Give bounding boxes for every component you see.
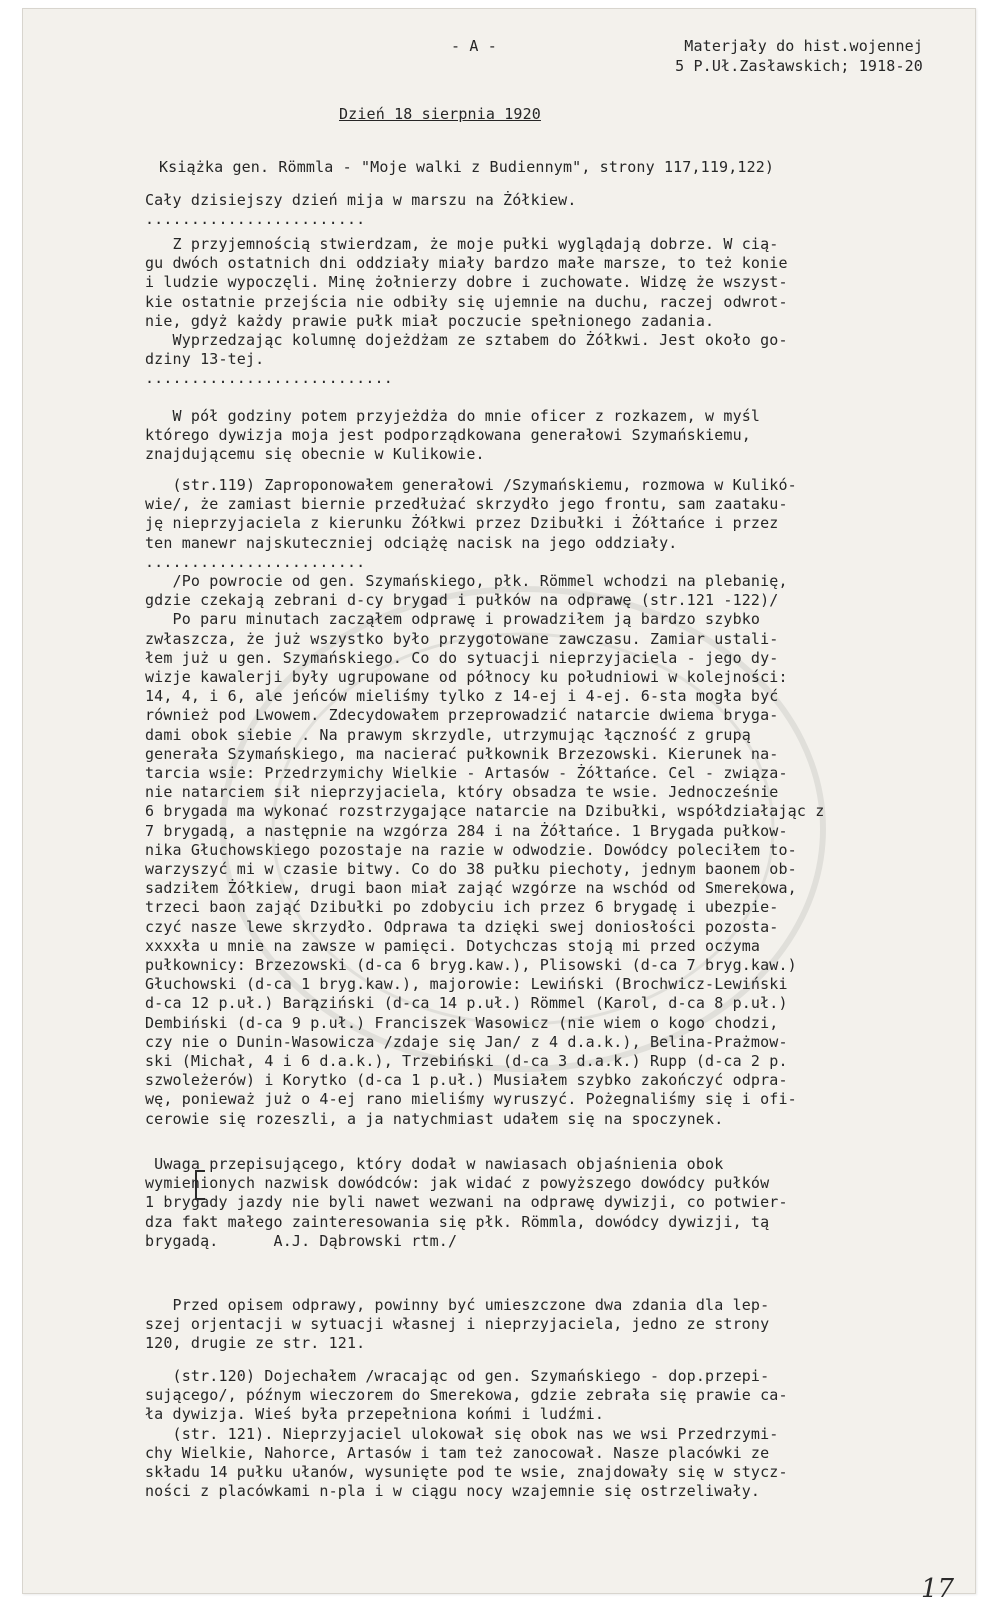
body-line: (str. 121). Nieprzyjaciel ulokował się obok nas we wsi Przedrzymi- (145, 1424, 779, 1443)
body-line: W pół godziny potem przyjeżdża do mnie oficer z rozkazem, w myśl (145, 407, 761, 425)
body-line: (str.120) Dojechałem /wracając od gen. Szymańskiego - dop.przepi- (145, 1367, 770, 1385)
body-line: ........................ (145, 210, 366, 229)
body-line: xxxxła u mnie na zawsze w pamięci. Dotychczas stoją mi przed oczyma (145, 936, 761, 955)
body-line: Głuchowski (d-ca 1 bryg.kaw.), majorowie: Lewiński (Brochwicz-Lewiński (145, 975, 788, 994)
body-line: Wyprzedzając kolumnę dojeżdżam ze sztabem do Żółkwi. Jest około go- (145, 331, 788, 349)
body-line: zwłaszcza, że już wszystko było przygotowane zawczasu. Zamiar ustali- (145, 629, 779, 648)
body-line: trzeci baon zająć Dzibułki po zdobyciu ich przez 6 brygadę i ubezpie- (145, 898, 779, 917)
archive-reference-line-1: Materjały do hist.wojennej (684, 37, 923, 55)
body-line: generała Szymańskiego, ma nacierać pułkownik Brzezowski. Kierunek na- (145, 744, 779, 763)
body-line: chy Wielkie, Nahorce, Artasów i tam też zanocował. Nasze placówki ze (145, 1443, 770, 1462)
body-line: również pod Lwowem. Zdecydowałem przeprowadzić natarcie dwiema bryga- (145, 706, 779, 725)
body-line: składu 14 pułku ułanów, wysunięte pod te wsie, znajdowały się w stycz- (145, 1463, 788, 1481)
body-line: brygadą. A.J. Dąbrowski rtm./ (145, 1231, 458, 1250)
note-bracket-mark (195, 1170, 205, 1200)
body-line: ła dywizja. Wieś była przepełniona końmi i ludźmi. (145, 1405, 605, 1424)
body-line: Cały dzisiejszy dzień mija w marszu na Żółkiew. (145, 191, 577, 209)
body-line: szej orjentacji w sytuacji własnej i nieprzyjaciela, jedno ze strony (145, 1315, 770, 1334)
body-line: Uwaga przepisującego, który dodał w nawiasach objaśnienia obok (145, 1155, 724, 1173)
body-line: łem już u gen. Szymańskiego. Co do sytuacji nieprzyjaciela - jego dy- (145, 648, 779, 667)
body-line: wizje kawalerji były ugrupowane od północy ku południowi w kolejności: (145, 668, 788, 686)
body-line: kie ostatnie przejścia nie odbiły się ujemnie na duchu, raczej odwrot- (145, 292, 788, 311)
body-line: 1 brygady jazdy nie byli nawet wezwani na odprawę dywizji, co potwier- (145, 1193, 788, 1212)
body-line: d-ca 12 p.uł.) Barąziński (d-ca 14 p.uł.) Römmel (Karol, d-ca 8 p.uł.) (145, 994, 788, 1013)
body-line: ........................ (145, 552, 366, 571)
body-line: Dembiński (d-ca 9 p.uł.) Franciszek Wasowicz (nie wiem o kogo chodzi, (145, 1013, 779, 1032)
handwritten-page-number: 17 (921, 1574, 955, 1604)
source-citation: Książka gen. Römmla - "Moje walki z Budiennym", strony 117,119,122) (159, 158, 775, 176)
body-line: wie/, że zamiast biernie przedłużać skrzydło jego frontu, sam zaataku- (145, 495, 788, 514)
body-line: cerowie się rozeszli, a ja natychmiast udałem się na spoczynek. (145, 1109, 724, 1128)
body-line: (str.119) Zaproponowałem generałowi /Szymańskiemu, rozmowa w Kulikó- (145, 476, 797, 494)
body-line: dziny 13-tej. (145, 350, 265, 369)
body-line: tarcia wsie: Przedrzymichy Wielkie - Artasów - Żółtańce. Cel - związa- (145, 764, 788, 782)
body-line: ten manewr najskuteczniej odciążę nacisk na jego oddziały. (145, 533, 678, 552)
body-line: warzyszyć mi w czasie bitwy. Co do 38 pułku piechoty, jednym baonem ob- (145, 860, 797, 878)
body-line: znajdującemu się obecnie w Kulikowie. (145, 445, 485, 464)
document-sheet (22, 8, 976, 1604)
body-line: 120, drugie ze str. 121. (145, 1334, 366, 1353)
body-line: którego dywizja moja jest podporządkowana generałowi Szymańskiemu, (145, 426, 751, 445)
body-line: Z przyjemnością stwierdzam, że moje pułki wyglądają dobrze. W cią- (145, 235, 779, 253)
body-line: dami obok siebie . Na prawym skrzydle, utrzymując łączność z grupą (145, 725, 751, 744)
body-line: ........................... (145, 369, 393, 388)
body-line: wymienionych nazwisk dowódców: jak widać z powyższego dowódcy pułków (145, 1174, 770, 1193)
body-line: gdzie czekają zebrani d-cy brygad i pułków na odprawę (str.121 -122)/ (145, 591, 779, 610)
body-line: czy nie o Dunin-Wasowicza /zdaje się Jan/ z 4 d.a.k.), Belina-Prażmow- (145, 1032, 788, 1051)
document-title: Dzień 18 sierpnia 1920 (339, 105, 541, 123)
body-line: ności z placówkami n-pla i w ciągu nocy wzajemnie się ostrzeliwały. (145, 1482, 761, 1501)
body-line: Po paru minutach zacząłem odprawę i prowadziłem ją bardzo szybko (145, 610, 761, 629)
body-line: 14, 4, i 6, ale jeńców mieliśmy tylko z 14-ej i 4-ej. 6-sta mogła być (145, 687, 779, 706)
body-line: i ludzie wypoczęli. Minę żołnierzy dobre i zuchowate. Widzę że wszyst- (145, 273, 788, 292)
body-line: wę, ponieważ już o 4-ej rano mieliśmy wyruszyć. Pożegnaliśmy się i ofi- (145, 1090, 797, 1109)
body-line: 7 brygadą, a następnie na wzgórza 284 i na Żółtańce. 1 Brygada pułkow- (145, 821, 788, 840)
body-line: szwoleżerów) i Korytko (d-ca 1 p.uł.) Musiałem szybko zakończyć odpra- (145, 1071, 788, 1090)
body-line: sadziłem Żółkiew, drugi baon miał zająć wzgórze na wschód od Smerekowa, (145, 879, 797, 898)
body-line: /Po powrocie od gen. Szymańskiego, płk. Römmel wchodzi na plebanię, (145, 572, 788, 590)
body-line: nie, gdyż każdy prawie pułk miał poczucie spełnionego zadania. (145, 311, 715, 330)
body-line: ję nieprzyjaciela z kierunku Żółkwi przez Dzibułki i Żółtańce i przez (145, 514, 779, 533)
body-line: nika Głuchowskiego pozostaje na razie w odwodzie. Dowódcy poleciłem to- (145, 840, 797, 859)
body-line: 6 brygada ma wykonać rozstrzygające natarcie na Dzibułki, współdziałając z (145, 802, 825, 821)
body-line: gu dwóch ostatnich dni oddziały miały bardzo małe marsze, to też konie (145, 254, 788, 273)
body-line: sującego/, późnym wieczorem do Smerekowa, gdzie zebrała się prawie ca- (145, 1386, 788, 1405)
page-marker: - A - (451, 37, 497, 55)
body-line: czyć nasze lewe skrzydło. Odprawa ta dzięki swej doniosłości pozosta- (145, 917, 779, 936)
archive-reference-line-2: 5 P.Uł.Zasławskich; 1918-20 (675, 57, 923, 75)
body-line: dza fakt małego zainteresowania się płk. Römmla, dowódcy dywizji, tą (145, 1212, 770, 1231)
body-line: ski (Michał, 4 i 6 d.a.k.), Trzebiński (d-ca 3 d.a.k.) Rupp (d-ca 2 p. (145, 1052, 788, 1070)
body-line: pułkownicy: Brzezowski (d-ca 6 bryg.kaw.), Plisowski (d-ca 7 bryg.kaw.) (145, 956, 797, 974)
body-line: nie natarciem sił nieprzyjaciela, który obsadza te wsie. Jednocześnie (145, 783, 779, 802)
body-line: Przed opisem odprawy, powinny być umieszczone dwa zdania dla lep- (145, 1296, 770, 1314)
